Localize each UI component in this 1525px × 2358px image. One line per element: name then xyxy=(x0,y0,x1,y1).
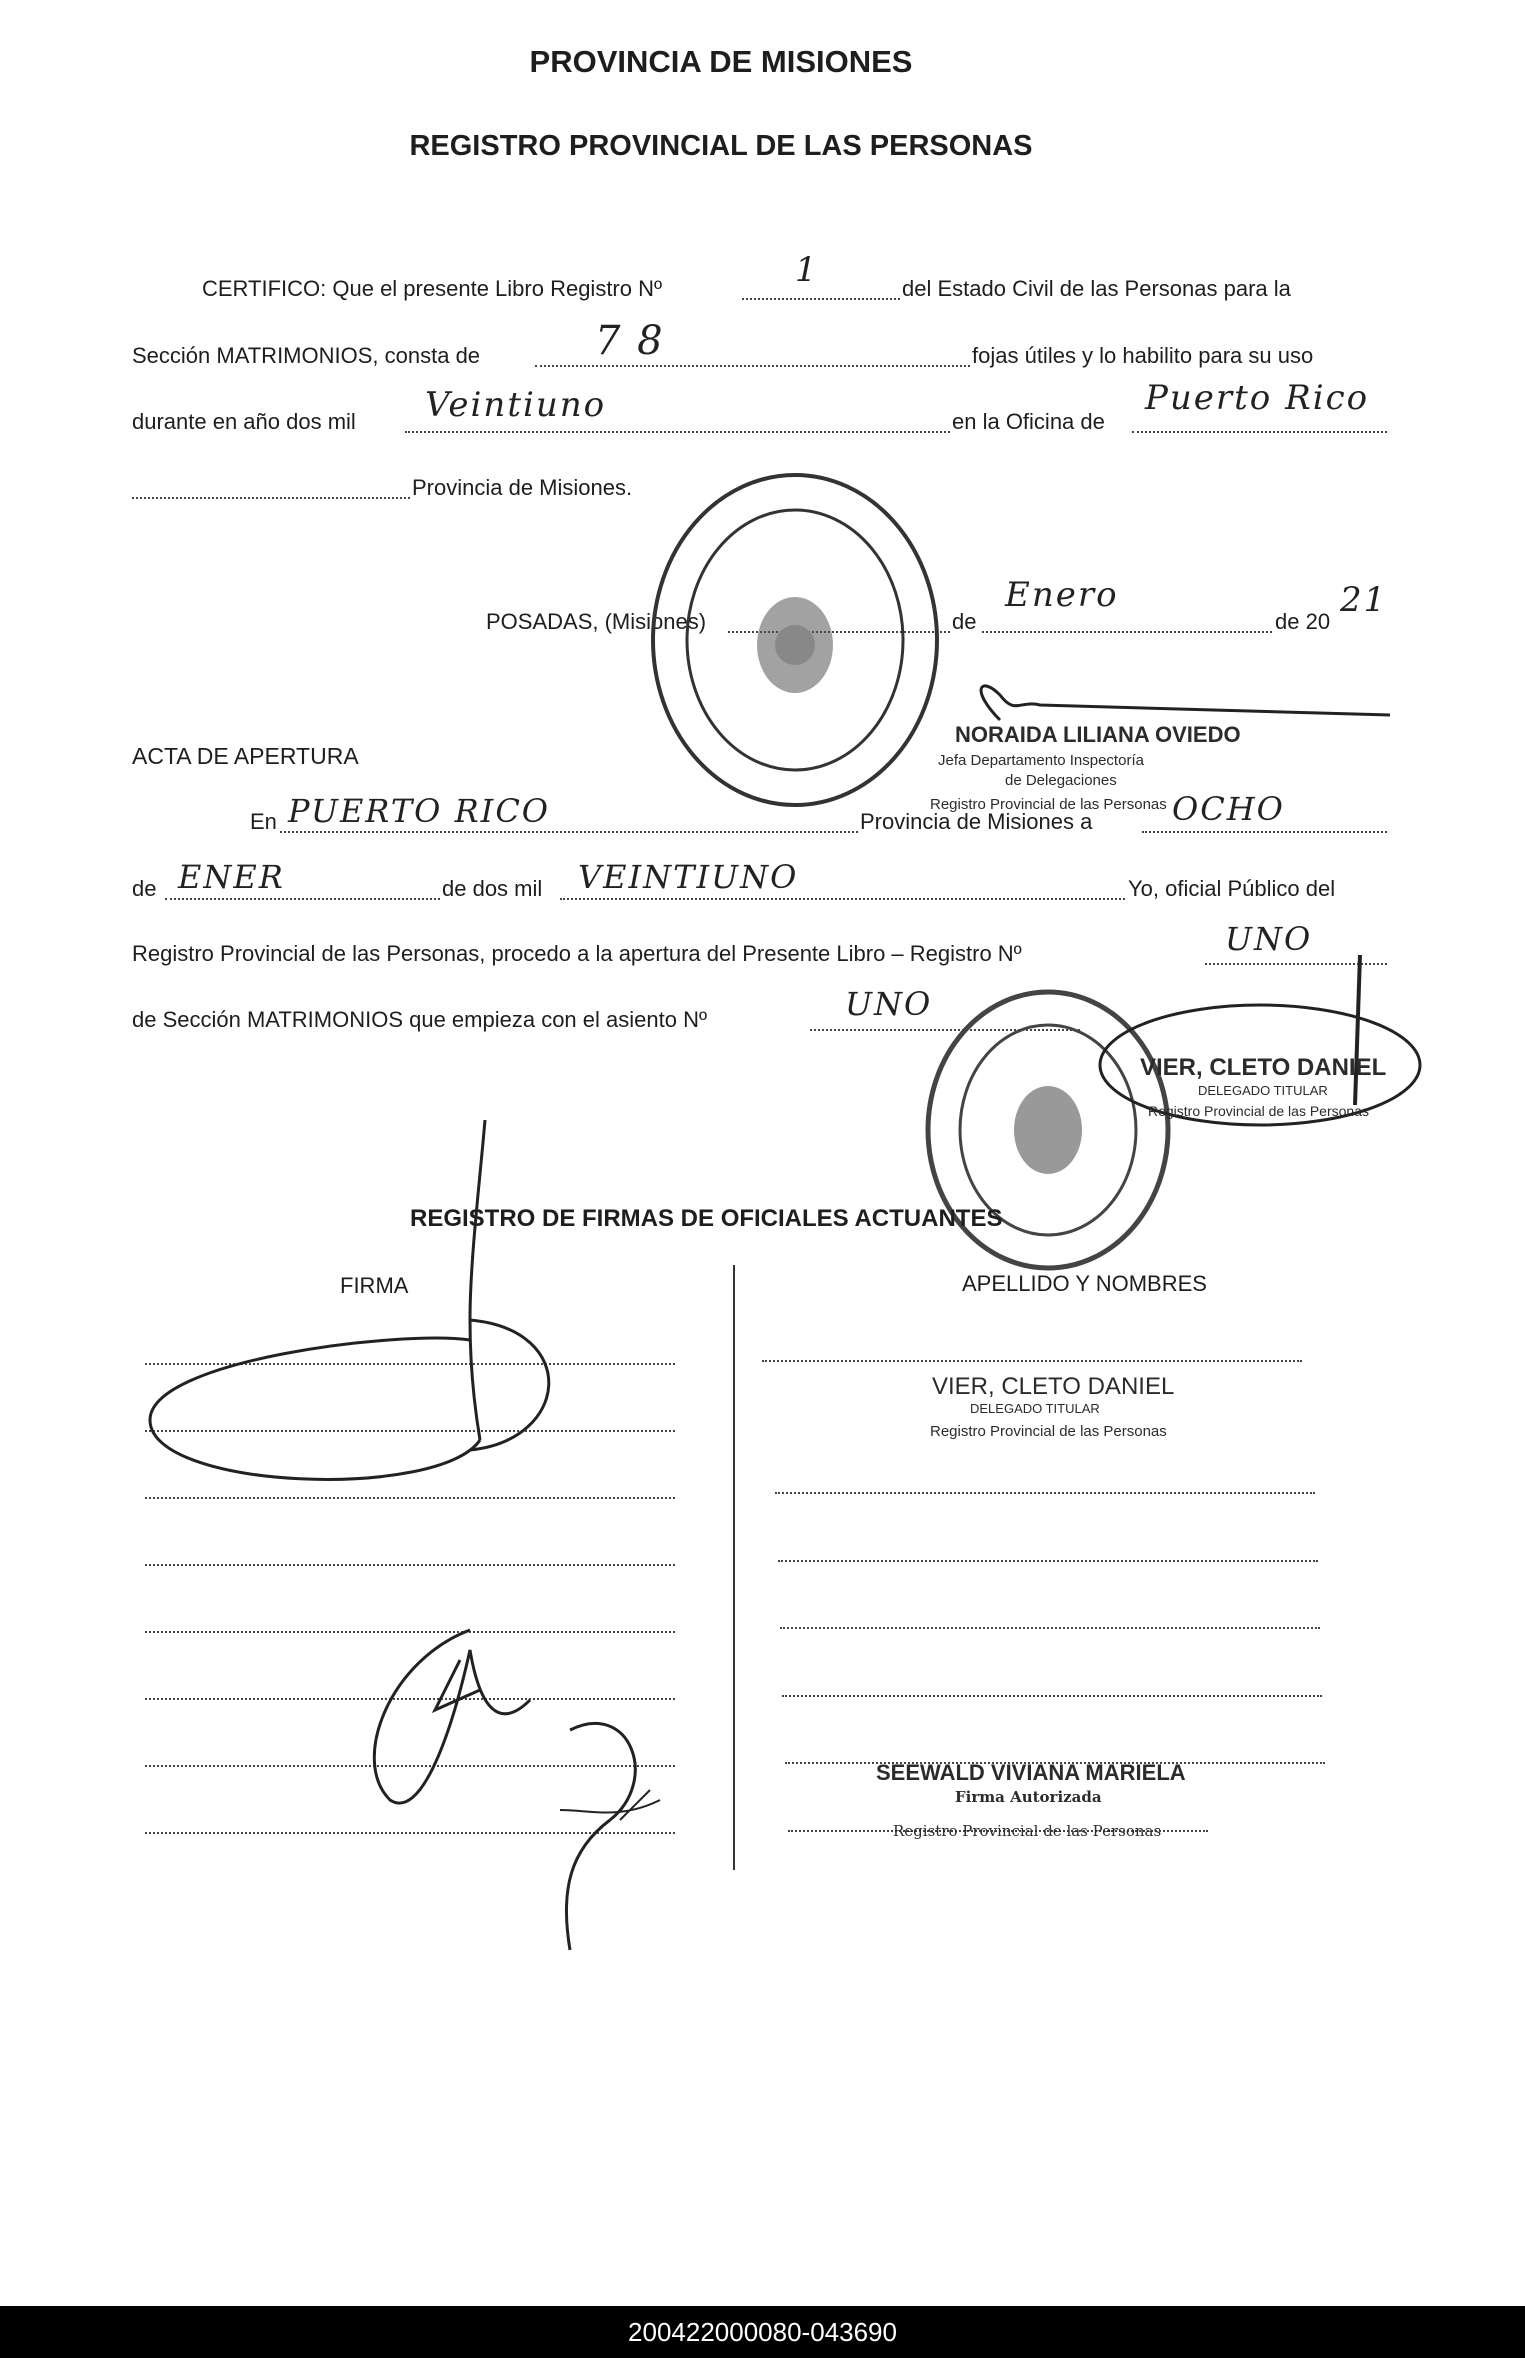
document-code-footer: 200422000080-043690 xyxy=(0,2306,1525,2358)
firmas-heading: REGISTRO DE FIRMAS DE OFICIALES ACTUANTES xyxy=(410,1205,1003,1232)
dots xyxy=(1132,431,1387,433)
nombre-line xyxy=(778,1560,1318,1562)
firma-name1: VIER, CLETO DANIEL xyxy=(932,1373,1175,1400)
signature-seewald xyxy=(330,1620,690,1960)
signature-oviedo xyxy=(960,680,1400,740)
firma-name2: SEEWALD VIVIANA MARIELA xyxy=(876,1760,1186,1785)
firma-name2-role: Firma Autorizada xyxy=(955,1788,1102,1806)
firma-name2-org: Registro Provincial de las Personas xyxy=(893,1822,1162,1840)
official2-name: VIER, CLETO DANIEL xyxy=(1140,1054,1387,1081)
hw-libro: UNO xyxy=(1225,920,1313,958)
cert-line3-b: en la Oficina de xyxy=(952,409,1105,434)
dots xyxy=(280,831,858,833)
firma-line xyxy=(145,1497,675,1499)
col-firma: FIRMA xyxy=(340,1273,409,1298)
acta-line2-b: de dos mil xyxy=(442,876,543,901)
dots xyxy=(982,631,1272,633)
document-subtitle: REGISTRO PROVINCIAL DE LAS PERSONAS xyxy=(409,130,1033,162)
hw-asiento: UNO xyxy=(845,985,933,1023)
dots xyxy=(535,365,970,367)
hw-anio-fecha: 21 xyxy=(1340,580,1388,620)
hw-anio-acta: VEINTIUNO xyxy=(578,858,799,896)
cert-de-year: de 20 xyxy=(1275,609,1331,634)
hw-registro-num: 1 xyxy=(795,250,819,290)
official2-org: Registro Provincial de las Personas xyxy=(1148,1103,1369,1119)
hw-oficina: Puerto Rico xyxy=(1145,378,1370,418)
dots xyxy=(742,298,900,300)
dots xyxy=(560,898,1125,900)
ministry-oval-stamp xyxy=(645,470,945,810)
acta-line1-a: En xyxy=(250,809,277,834)
firma-name1-role: DELEGADO TITULAR xyxy=(970,1401,1100,1416)
cert-place: POSADAS, (Misiones) xyxy=(486,609,707,634)
nombre-line xyxy=(762,1360,1302,1362)
document-title: PROVINCIA DE MISIONES xyxy=(529,44,913,79)
hw-lugar: PUERTO RICO xyxy=(288,792,551,830)
acta-line1-b: Provincia de Misiones a xyxy=(860,809,1093,834)
col-nombres: APELLIDO Y NOMBRES xyxy=(962,1271,1207,1296)
hw-dia: OCHO xyxy=(1172,790,1285,828)
hw-mes-acta: ENER xyxy=(178,858,285,896)
nombre-line xyxy=(775,1492,1315,1494)
hw-fojas: 7 8 xyxy=(595,318,665,364)
hw-mes: Enero xyxy=(1005,575,1119,615)
dots xyxy=(1142,831,1387,833)
nombre-line xyxy=(782,1695,1322,1697)
official1-role2: de Delegaciones xyxy=(1005,772,1117,789)
hw-anio: Veintiuno xyxy=(425,385,607,425)
dots xyxy=(132,497,410,499)
cert-de: de xyxy=(952,609,977,634)
cert-line4: Provincia de Misiones. xyxy=(412,475,633,500)
cert-line1-b: del Estado Civil de las Personas para la xyxy=(902,276,1291,301)
column-divider xyxy=(733,1265,735,1870)
firma-name1-org: Registro Provincial de las Personas xyxy=(930,1423,1167,1440)
cert-line3-a: durante en año dos mil xyxy=(132,409,356,434)
dots xyxy=(405,431,950,433)
acta-line4: de Sección MATRIMONIOS que empieza con el asiento Nº xyxy=(132,1007,707,1032)
acta-heading: ACTA DE APERTURA xyxy=(132,743,359,769)
official1-name: NORAIDA LILIANA OVIEDO xyxy=(955,722,1241,747)
acta-line3: Registro Provincial de las Personas, procedo a la apertura del Presente Libro – Registro Nº xyxy=(132,941,1022,966)
cert-line2-b: fojas útiles y lo habilito para su uso xyxy=(972,343,1314,368)
signature-vier-large xyxy=(140,1120,570,1490)
nombre-line xyxy=(780,1627,1320,1629)
firma-line xyxy=(145,1564,675,1566)
official2-role: DELEGADO TITULAR xyxy=(1198,1083,1328,1098)
cert-line2-a: Sección MATRIMONIOS, consta de xyxy=(132,343,481,368)
acta-line2-a: de xyxy=(132,876,157,901)
official1-org: Registro Provincial de las Personas xyxy=(930,796,1167,813)
dots xyxy=(165,898,440,900)
acta-line2-c: Yo, oficial Público del xyxy=(1128,876,1336,901)
cert-line1-a: CERTIFICO: Que el presente Libro Registro Nº xyxy=(202,276,663,301)
official1-role: Jefa Departamento Inspectoría xyxy=(938,752,1144,769)
